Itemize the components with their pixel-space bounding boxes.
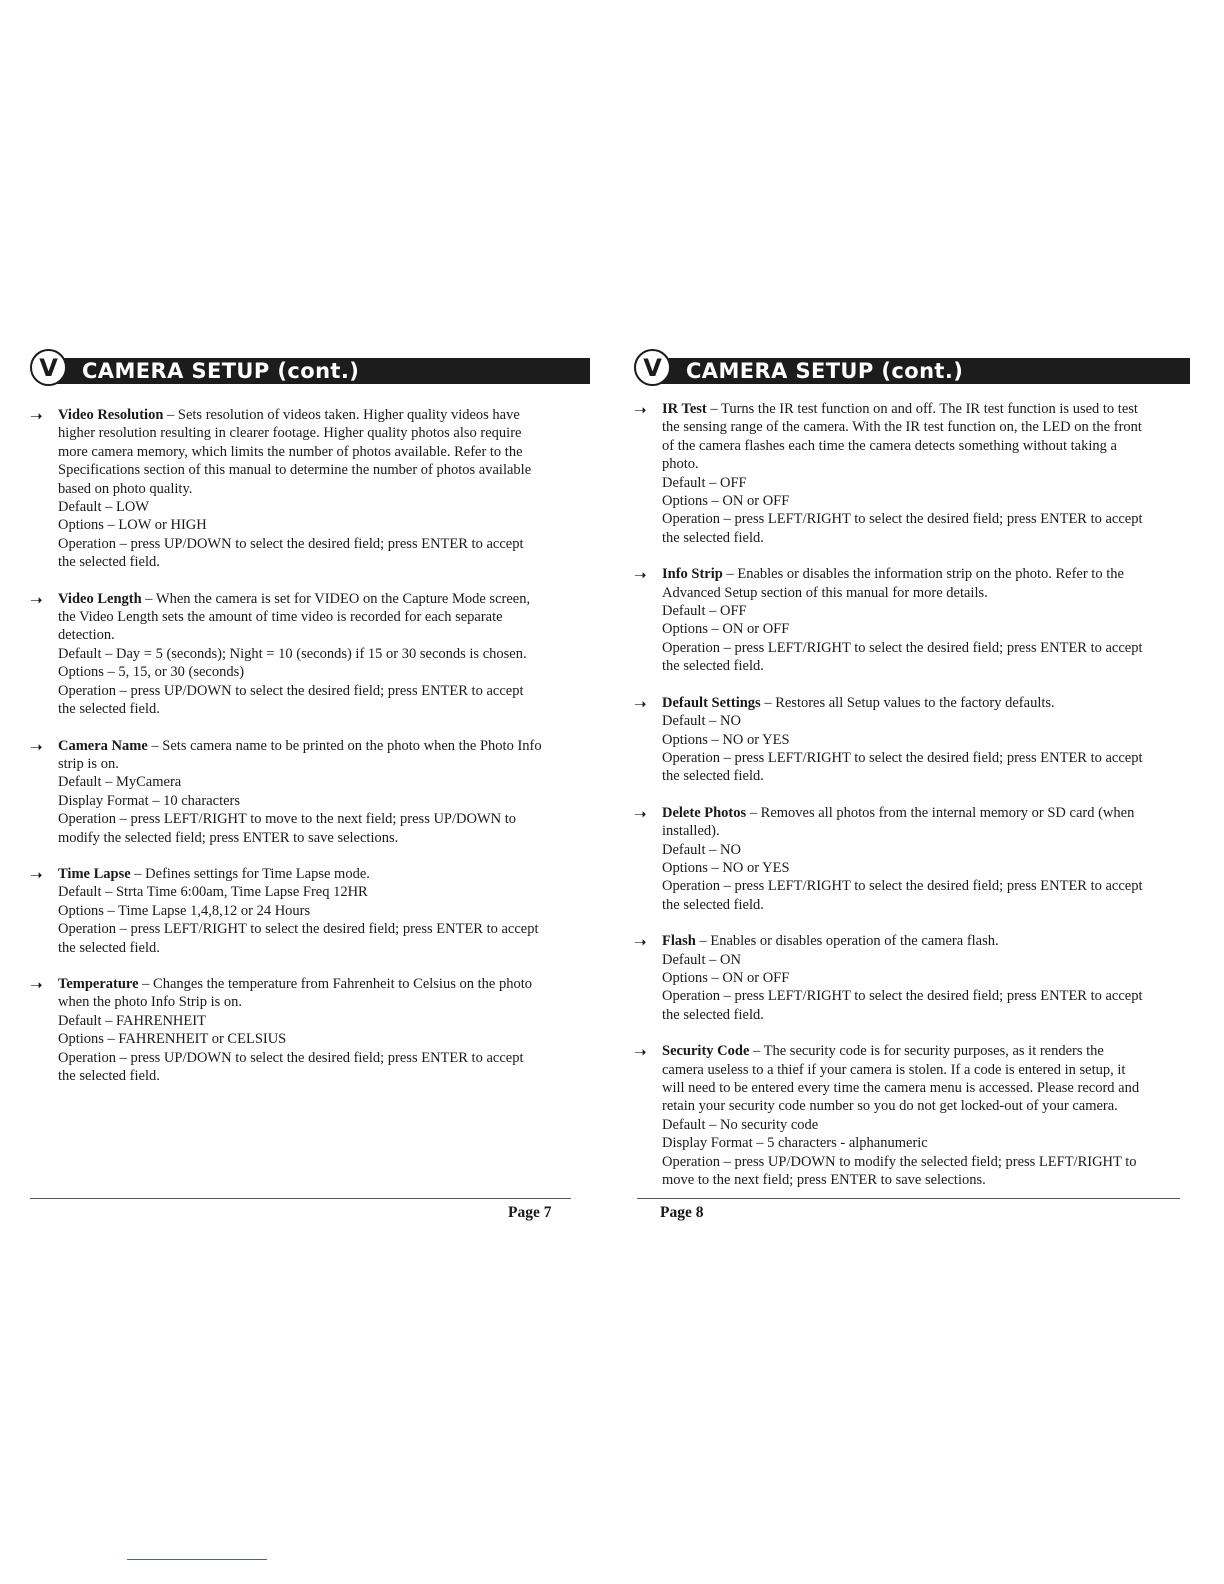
settings-list xyxy=(634,400,1190,1207)
setting-camera-name xyxy=(30,737,590,847)
arrow-bullet-icon: ➝ xyxy=(634,694,647,713)
setting-detail-line: Operation – press LEFT/RIGHT to select the desired field; press ENTER to accept xyxy=(662,878,1143,895)
setting-description xyxy=(662,565,1190,583)
setting-title: Flash xyxy=(662,933,696,950)
arrow-bullet-icon: ➝ xyxy=(634,566,647,585)
setting-description xyxy=(662,804,1190,822)
setting-detail-line: Options – LOW or HIGH xyxy=(58,517,207,534)
setting-detail-line: Advanced Setup section of this manual for more details. xyxy=(662,584,988,601)
setting-detail-line: Default – OFF xyxy=(662,474,747,491)
setting-detail-line: Default – OFF xyxy=(662,603,747,620)
setting-title: Default Settings xyxy=(662,694,761,711)
setting-detail-line: Operation – press UP/DOWN to select the desired field; press ENTER to accept xyxy=(58,682,524,699)
setting-detail-line: Options – ON or OFF xyxy=(662,493,790,510)
setting-description xyxy=(58,975,590,993)
setting-detail-line: Operation – press LEFT/RIGHT to select the desired field; press ENTER to accept xyxy=(662,511,1143,528)
section-title: CAMERA SETUP (cont.) xyxy=(686,359,964,383)
arrow-bullet-icon: ➝ xyxy=(634,401,647,419)
setting-detail-line: installed). xyxy=(662,823,720,840)
setting-description-text: – When the camera is set for VIDEO on the Capture Mode screen, xyxy=(141,590,531,607)
setting-detail-line: modify the selected field; press ENTER to save selections. xyxy=(58,829,399,846)
setting-description xyxy=(662,932,1190,950)
setting-detail-line: the selected field. xyxy=(58,939,160,956)
section-header xyxy=(30,344,590,390)
setting-detail-line: the selected field. xyxy=(662,896,764,913)
setting-temperature xyxy=(30,975,590,1085)
setting-detail-line: the selected field. xyxy=(662,529,764,546)
setting-description-text: – Changes the temperature from Fahrenheit to Celsius on the photo xyxy=(138,975,532,992)
setting-description xyxy=(58,406,590,424)
setting-detail-line: detection. xyxy=(58,627,115,644)
setting-description-text: – Enables or disables the information strip on the photo. Refer to the xyxy=(722,566,1124,583)
setting-detail-line: Default – MyCamera xyxy=(58,774,182,791)
footer-rule xyxy=(30,1198,571,1199)
setting-title: Video Resolution xyxy=(58,407,164,423)
settings-list xyxy=(30,406,590,1103)
setting-description xyxy=(662,1042,1190,1060)
setting-title: Delete Photos xyxy=(662,804,747,821)
setting-detail-line: Default – NO xyxy=(662,713,741,730)
setting-detail-line: more camera memory, which limits the number of photos available. Refer to the xyxy=(58,443,523,460)
setting-detail-line: Options – 5, 15, or 30 (seconds) xyxy=(58,664,245,681)
setting-description-text: – The security code is for security purposes, as it renders the xyxy=(749,1043,1104,1060)
setting-detail-line: move to the next field; press ENTER to save selections. xyxy=(662,1172,986,1189)
setting-description xyxy=(58,737,590,755)
setting-detail-line: the selected field. xyxy=(662,658,764,675)
setting-detail-line: Operation – press UP/DOWN to select the desired field; press ENTER to accept xyxy=(58,1049,524,1066)
section-title: CAMERA SETUP (cont.) xyxy=(82,359,360,383)
setting-description-text: – Defines settings for Time Lapse mode. xyxy=(130,865,370,882)
setting-detail-line: Default – No security code xyxy=(662,1116,819,1133)
setting-detail-line: Options – Time Lapse 1,4,8,12 or 24 Hours xyxy=(58,902,311,919)
setting-delete-photos xyxy=(634,804,1190,914)
section-badge: V xyxy=(30,349,67,386)
setting-title: Camera Name xyxy=(58,737,148,754)
setting-detail-line: strip is on. xyxy=(58,755,119,772)
setting-detail-line: camera useless to a thief if your camera is stolen. If a code is entered in setup, it xyxy=(662,1061,1126,1078)
setting-detail-line: the selected field. xyxy=(662,1006,764,1023)
setting-detail-line: based on photo quality. xyxy=(58,480,193,497)
section-badge: V xyxy=(634,349,671,386)
setting-detail-line: will need to be entered every time the camera menu is accessed. Please record and xyxy=(662,1080,1140,1096)
setting-description xyxy=(58,865,590,883)
setting-detail-line: Specifications section of this manual to determine the number of photos available xyxy=(58,462,532,479)
setting-title: Time Lapse xyxy=(58,865,131,882)
setting-detail-line: Operation – press LEFT/RIGHT to select the desired field; press ENTER to accept xyxy=(662,749,1143,766)
setting-detail-line: Display Format – 5 characters - alphanumeric xyxy=(662,1135,928,1152)
setting-detail-line: when the photo Info Strip is on. xyxy=(58,994,243,1011)
setting-description-text: – Enables or disables operation of the camera flash. xyxy=(695,933,999,950)
page-number: Page 7 xyxy=(508,1204,552,1221)
setting-title: Info Strip xyxy=(662,566,723,583)
setting-detail-line: the selected field. xyxy=(58,701,160,718)
setting-time-lapse xyxy=(30,865,590,957)
footer-rule xyxy=(637,1198,1180,1199)
arrow-bullet-icon: ➝ xyxy=(634,933,647,952)
section-header xyxy=(634,344,1190,390)
setting-detail-line: Operation – press LEFT/RIGHT to move to the next field; press UP/DOWN to xyxy=(58,811,517,828)
setting-description-text: – Removes all photos from the internal memory or SD card (when xyxy=(746,804,1135,821)
arrow-bullet-icon: ➝ xyxy=(30,975,43,994)
setting-detail-line: Operation – press UP/DOWN to modify the selected field; press LEFT/RIGHT to xyxy=(662,1153,1137,1170)
arrow-bullet-icon: ➝ xyxy=(30,407,43,425)
setting-detail-line: photo. xyxy=(662,456,699,473)
setting-detail-line: Options – ON or OFF xyxy=(662,969,790,986)
setting-description xyxy=(662,694,1190,712)
setting-detail-line: retain your security code number so you do not get locked-out of your camera. xyxy=(662,1098,1118,1115)
setting-detail-line: Operation – press UP/DOWN to select the desired field; press ENTER to accept xyxy=(58,535,524,552)
setting-detail-line: higher resolution resulting in clearer footage. Higher quality photos also require xyxy=(58,425,522,442)
setting-default-settings xyxy=(634,694,1190,786)
setting-detail-line: Options – NO or YES xyxy=(662,731,790,748)
setting-ir-test xyxy=(634,400,1190,547)
link-underline xyxy=(127,1559,267,1560)
setting-title: Temperature xyxy=(58,975,139,992)
arrow-bullet-icon: ➝ xyxy=(30,590,43,609)
setting-detail-line: Operation – press LEFT/RIGHT to select the desired field; press ENTER to accept xyxy=(662,639,1143,656)
setting-description-text: – Sets resolution of videos taken. Higher quality videos have xyxy=(163,407,520,423)
setting-detail-line: Operation – press LEFT/RIGHT to select the desired field; press ENTER to accept xyxy=(662,988,1143,1005)
arrow-bullet-icon: ➝ xyxy=(634,1043,647,1062)
setting-description xyxy=(58,590,590,608)
setting-description-text: – Turns the IR test function on and off. The IR test function is used to test xyxy=(706,401,1138,417)
setting-detail-line: Operation – press LEFT/RIGHT to select the desired field; press ENTER to accept xyxy=(58,921,539,938)
setting-description xyxy=(662,400,1190,418)
page-number: Page 8 xyxy=(660,1204,704,1221)
setting-detail-line: the sensing range of the camera. With the IR test function on, the LED on the front xyxy=(662,419,1142,436)
setting-detail-line: the Video Length sets the amount of time video is recorded for each separate xyxy=(58,609,503,626)
setting-video-length xyxy=(30,590,590,719)
setting-detail-line: Default – Day = 5 (seconds); Night = 10 (seconds) if 15 or 30 seconds is chosen. xyxy=(58,645,527,662)
setting-detail-line: Default – FAHRENHEIT xyxy=(58,1012,206,1029)
setting-description-text: – Sets camera name to be printed on the photo when the Photo Info xyxy=(147,737,542,754)
setting-detail-line: of the camera flashes each time the camera detects something without taking a xyxy=(662,437,1117,454)
setting-detail-line: Default – NO xyxy=(662,841,741,858)
setting-detail-line: Display Format – 10 characters xyxy=(58,792,241,809)
setting-detail-line: Options – NO or YES xyxy=(662,859,790,876)
setting-detail-line: the selected field. xyxy=(58,1068,160,1084)
setting-detail-line: the selected field. xyxy=(58,554,160,571)
arrow-bullet-icon: ➝ xyxy=(634,804,647,823)
setting-flash xyxy=(634,932,1190,1024)
arrow-bullet-icon: ➝ xyxy=(30,865,43,884)
setting-detail-line: Options – ON or OFF xyxy=(662,621,790,638)
setting-detail-line: the selected field. xyxy=(662,768,764,785)
setting-title: Security Code xyxy=(662,1043,750,1060)
setting-detail-line: Default – LOW xyxy=(58,499,149,516)
setting-detail-line: Default – Strta Time 6:00am, Time Lapse Freq 12HR xyxy=(58,884,368,901)
setting-detail-line: Options – FAHRENHEIT or CELSIUS xyxy=(58,1031,287,1048)
setting-video-resolution xyxy=(30,406,590,572)
setting-detail-line: Default – ON xyxy=(662,951,741,968)
setting-security-code xyxy=(634,1042,1190,1189)
setting-info-strip xyxy=(634,565,1190,675)
setting-title: Video Length xyxy=(58,590,142,607)
arrow-bullet-icon: ➝ xyxy=(30,737,43,756)
setting-description-text: – Restores all Setup values to the factory defaults. xyxy=(760,694,1055,711)
setting-title: IR Test xyxy=(662,401,707,417)
